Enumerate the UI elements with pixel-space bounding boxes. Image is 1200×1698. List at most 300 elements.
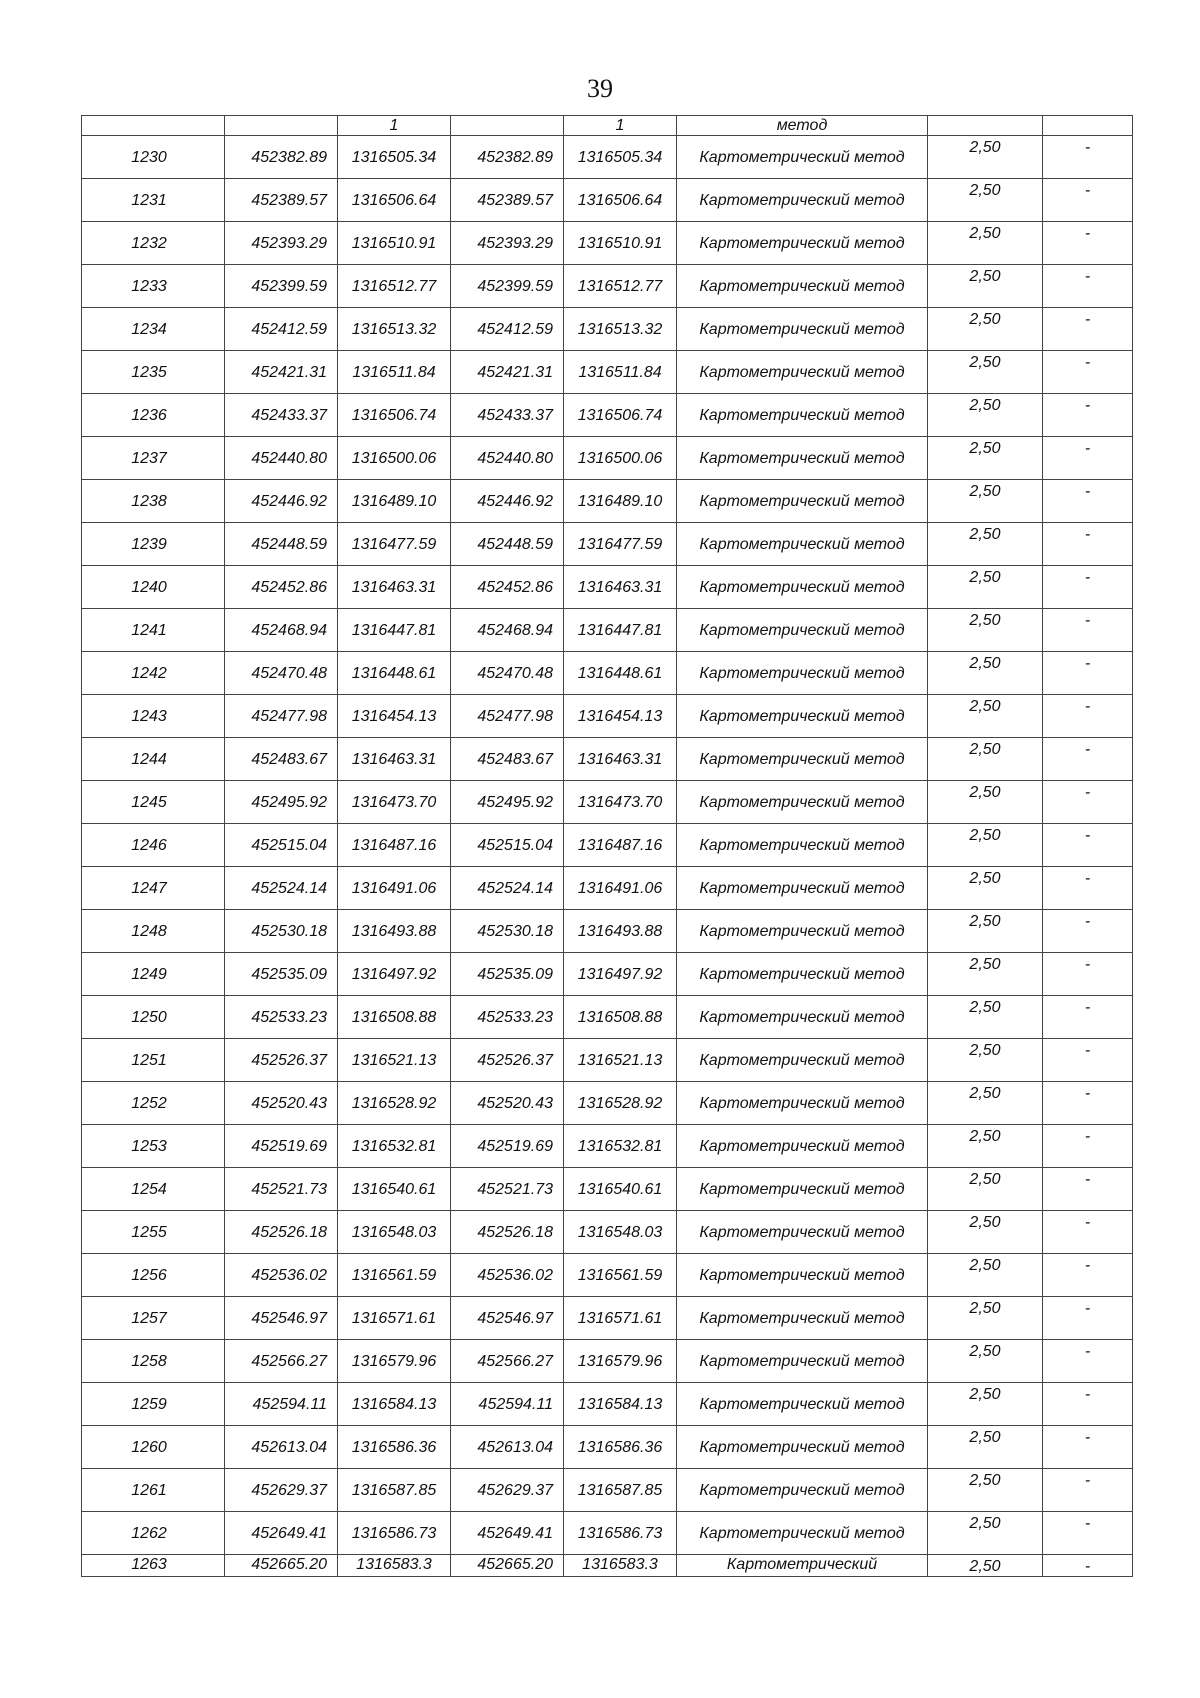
cell-accuracy: 2,50 — [928, 1254, 1043, 1297]
cell-accuracy: 2,50 — [928, 996, 1043, 1039]
cell-y-new: 1316512.77 — [564, 265, 677, 308]
cell-x-existing: 452495.92 — [225, 781, 338, 824]
cell-x-existing: 452515.04 — [225, 824, 338, 867]
cell-y-existing: 1316463.31 — [338, 566, 451, 609]
page-number: 39 — [587, 74, 613, 103]
cell-accuracy: 2,50 — [928, 265, 1043, 308]
cell-method: Картометрический метод — [677, 1426, 928, 1469]
cell-point-number: 1246 — [82, 824, 225, 867]
cell-point-number: 1262 — [82, 1512, 225, 1555]
cell-x-existing: 452533.23 — [225, 996, 338, 1039]
table-row — [82, 910, 1133, 953]
cell-y-new: 1316521.13 — [564, 1039, 677, 1082]
cell-method: Картометрический метод — [677, 695, 928, 738]
cell-x-new: 452468.94 — [451, 609, 564, 652]
cell-method: Картометрический метод — [677, 996, 928, 1039]
cell-y-new: 1316497.92 — [564, 953, 677, 996]
cell-x-new: 452526.18 — [451, 1211, 564, 1254]
cell-x-new: 452594.11 — [451, 1383, 564, 1426]
cell-point-number: 1234 — [82, 308, 225, 351]
cell-y-existing: 1316463.31 — [338, 738, 451, 781]
cell-x-existing: 452665.20 — [225, 1555, 338, 1577]
cell-method: Картометрический метод — [677, 953, 928, 996]
cell-point-number: 1251 — [82, 1039, 225, 1082]
cell-x-new: 452389.57 — [451, 179, 564, 222]
cell-accuracy: 2,50 — [928, 1383, 1043, 1426]
cell-accuracy: 2,50 — [928, 523, 1043, 566]
cell-x-existing: 452382.89 — [225, 136, 338, 179]
cell-note: - — [1043, 1512, 1133, 1555]
cell-x-existing: 452566.27 — [225, 1340, 338, 1383]
cell-accuracy: 2,50 — [928, 1297, 1043, 1340]
cell-method: Картометрический метод — [677, 910, 928, 953]
table-row — [82, 1211, 1133, 1254]
cell-note: - — [1043, 523, 1133, 566]
cell-point-number: 1263 — [82, 1555, 225, 1577]
cell-y-existing: 1316587.85 — [338, 1469, 451, 1512]
cell-x-new: 452521.73 — [451, 1168, 564, 1211]
table-row-last — [82, 1555, 1133, 1577]
table-row — [82, 738, 1133, 781]
cell-note: - — [1043, 1340, 1133, 1383]
cell-accuracy: 2,50 — [928, 824, 1043, 867]
cell-note: - — [1043, 824, 1133, 867]
cell-point-number: 1230 — [82, 136, 225, 179]
cell-point-number: 1260 — [82, 1426, 225, 1469]
cell-accuracy: 2,50 — [928, 1039, 1043, 1082]
cell-x-existing: 452520.43 — [225, 1082, 338, 1125]
cell-x-new: 452535.09 — [451, 953, 564, 996]
cell-method: Картометрический — [677, 1555, 928, 1577]
cell-accuracy: 2,50 — [928, 1125, 1043, 1168]
table-row — [82, 523, 1133, 566]
cell-accuracy: 2,50 — [928, 351, 1043, 394]
cell-note: - — [1043, 1168, 1133, 1211]
cell-x-new: 452421.31 — [451, 351, 564, 394]
cell-x-new: 452566.27 — [451, 1340, 564, 1383]
cell-point-number: 1243 — [82, 695, 225, 738]
table-row — [82, 652, 1133, 695]
cell-y-new: 1316532.81 — [564, 1125, 677, 1168]
cell-x-new: 452520.43 — [451, 1082, 564, 1125]
table-row — [82, 781, 1133, 824]
cell-y-new: 1316584.13 — [564, 1383, 677, 1426]
cell-accuracy: 2,50 — [928, 1426, 1043, 1469]
cell-y-new: 1316506.74 — [564, 394, 677, 437]
cell-method: Картометрический метод — [677, 1340, 928, 1383]
cell-point-number: 1255 — [82, 1211, 225, 1254]
cell-x-new: 452524.14 — [451, 867, 564, 910]
cell-point-number: 1235 — [82, 351, 225, 394]
coordinates-table — [81, 115, 1133, 1577]
cell-y-existing: 1316528.92 — [338, 1082, 451, 1125]
cell-method: Картометрический метод — [677, 652, 928, 695]
cell-method: Картометрический метод — [677, 1039, 928, 1082]
cell-x-existing: 452535.09 — [225, 953, 338, 996]
cell-note: - — [1043, 1211, 1133, 1254]
table-row — [82, 265, 1133, 308]
cell-method: метод — [677, 116, 928, 136]
cell-y-new: 1316489.10 — [564, 480, 677, 523]
cell-note: - — [1043, 308, 1133, 351]
cell-x-new: 452440.80 — [451, 437, 564, 480]
cell-y-existing: 1316487.16 — [338, 824, 451, 867]
cell-y-new: 1316463.31 — [564, 566, 677, 609]
cell-accuracy: 2,50 — [928, 781, 1043, 824]
cell-y-existing: 1316513.32 — [338, 308, 451, 351]
cell-note: - — [1043, 480, 1133, 523]
cell-note: - — [1043, 566, 1133, 609]
cell-y-existing: 1316511.84 — [338, 351, 451, 394]
table-row — [82, 1125, 1133, 1168]
table-row — [82, 1512, 1133, 1555]
table-row — [82, 394, 1133, 437]
cell-point-number: 1254 — [82, 1168, 225, 1211]
cell-x-new: 452399.59 — [451, 265, 564, 308]
cell-note: - — [1043, 1297, 1133, 1340]
cell-y-new: 1316463.31 — [564, 738, 677, 781]
cell-y-existing: 1316448.61 — [338, 652, 451, 695]
cell-method: Картометрический метод — [677, 1211, 928, 1254]
cell-y-existing: 1316500.06 — [338, 437, 451, 480]
cell-y-existing: 1316506.74 — [338, 394, 451, 437]
cell-x-existing: 452412.59 — [225, 308, 338, 351]
cell-x-existing: 452477.98 — [225, 695, 338, 738]
cell-accuracy: 2,50 — [928, 910, 1043, 953]
cell-note: - — [1043, 953, 1133, 996]
table-row — [82, 480, 1133, 523]
cell-note: - — [1043, 1125, 1133, 1168]
cell-method: Картометрический метод — [677, 1297, 928, 1340]
cell-point-number: 1242 — [82, 652, 225, 695]
table-row — [82, 1426, 1133, 1469]
cell-x-new: 452613.04 — [451, 1426, 564, 1469]
cell-point-number: 1250 — [82, 996, 225, 1039]
table-row — [82, 953, 1133, 996]
cell-y-new: 1316506.64 — [564, 179, 677, 222]
cell-x-new: 452470.48 — [451, 652, 564, 695]
cell-note: - — [1043, 1469, 1133, 1512]
cell-method: Картометрический метод — [677, 523, 928, 566]
cell-note: - — [1043, 222, 1133, 265]
cell-note: - — [1043, 265, 1133, 308]
table-body — [82, 116, 1133, 1577]
cell-method: Картометрический метод — [677, 824, 928, 867]
cell-y-existing: 1316540.61 — [338, 1168, 451, 1211]
cell-x-existing: 452448.59 — [225, 523, 338, 566]
cell-accuracy: 2,50 — [928, 437, 1043, 480]
cell-point-number: 1239 — [82, 523, 225, 566]
cell-y-existing: 1316447.81 — [338, 609, 451, 652]
cell-note: - — [1043, 394, 1133, 437]
cell-y-existing: 1316521.13 — [338, 1039, 451, 1082]
table-row — [82, 1082, 1133, 1125]
cell-y-new: 1316448.61 — [564, 652, 677, 695]
cell-method: Картометрический метод — [677, 1383, 928, 1426]
cell-accuracy: 2,50 — [928, 652, 1043, 695]
cell-y-existing: 1316510.91 — [338, 222, 451, 265]
table-row — [82, 1254, 1133, 1297]
cell-x-existing: 452483.67 — [225, 738, 338, 781]
cell-y-new: 1316586.73 — [564, 1512, 677, 1555]
cell-x-existing: 452536.02 — [225, 1254, 338, 1297]
cell-note: - — [1043, 609, 1133, 652]
cell-accuracy: 2,50 — [928, 695, 1043, 738]
table-row — [82, 824, 1133, 867]
cell-accuracy: 2,50 — [928, 1211, 1043, 1254]
cell-method: Картометрический метод — [677, 566, 928, 609]
cell-note: - — [1043, 1383, 1133, 1426]
cell-x-new: 452536.02 — [451, 1254, 564, 1297]
table-row — [82, 1039, 1133, 1082]
cell-accuracy: 2,50 — [928, 308, 1043, 351]
cell-y-new: 1316511.84 — [564, 351, 677, 394]
cell-accuracy: 2,50 — [928, 867, 1043, 910]
cell-method: Картометрический метод — [677, 867, 928, 910]
table-row — [82, 179, 1133, 222]
cell-accuracy: 2,50 — [928, 566, 1043, 609]
cell-note — [1043, 116, 1133, 136]
table-row-continued — [82, 116, 1133, 136]
cell-y-new: 1316493.88 — [564, 910, 677, 953]
cell-x-existing: 452524.14 — [225, 867, 338, 910]
cell-method: Картометрический метод — [677, 308, 928, 351]
cell-x-new: 452665.20 — [451, 1555, 564, 1577]
cell-y-existing: 1316493.88 — [338, 910, 451, 953]
table-row — [82, 351, 1133, 394]
cell-y-new: 1316487.16 — [564, 824, 677, 867]
cell-y-existing: 1 — [338, 116, 451, 136]
cell-accuracy: 2,50 — [928, 1555, 1043, 1577]
cell-x-new: 452477.98 — [451, 695, 564, 738]
cell-method: Картометрический метод — [677, 1469, 928, 1512]
cell-x-existing: 452468.94 — [225, 609, 338, 652]
cell-accuracy: 2,50 — [928, 394, 1043, 437]
cell-method: Картометрический метод — [677, 394, 928, 437]
cell-y-existing: 1316548.03 — [338, 1211, 451, 1254]
cell-y-new: 1316540.61 — [564, 1168, 677, 1211]
cell-accuracy: 2,50 — [928, 738, 1043, 781]
cell-x-existing: 452613.04 — [225, 1426, 338, 1469]
cell-y-new: 1316528.92 — [564, 1082, 677, 1125]
cell-x-existing: 452470.48 — [225, 652, 338, 695]
cell-method: Картометрический метод — [677, 781, 928, 824]
table-row — [82, 867, 1133, 910]
cell-x-existing: 452530.18 — [225, 910, 338, 953]
cell-x-new: 452629.37 — [451, 1469, 564, 1512]
cell-x-new: 452533.23 — [451, 996, 564, 1039]
cell-point-number: 1240 — [82, 566, 225, 609]
table-row — [82, 695, 1133, 738]
cell-y-new: 1316586.36 — [564, 1426, 677, 1469]
cell-method: Картометрический метод — [677, 351, 928, 394]
cell-y-existing: 1316497.92 — [338, 953, 451, 996]
cell-x-new: 452448.59 — [451, 523, 564, 566]
cell-note: - — [1043, 1426, 1133, 1469]
cell-x-new — [451, 116, 564, 136]
cell-y-new: 1316447.81 — [564, 609, 677, 652]
cell-y-new: 1316505.34 — [564, 136, 677, 179]
cell-y-existing: 1316586.73 — [338, 1512, 451, 1555]
cell-point-number: 1258 — [82, 1340, 225, 1383]
cell-y-new: 1316583.3 — [564, 1555, 677, 1577]
cell-y-existing: 1316505.34 — [338, 136, 451, 179]
cell-x-existing: 452649.41 — [225, 1512, 338, 1555]
cell-note: - — [1043, 437, 1133, 480]
cell-x-new: 452530.18 — [451, 910, 564, 953]
cell-y-existing: 1316583.3 — [338, 1555, 451, 1577]
table-row — [82, 1469, 1133, 1512]
cell-point-number: 1238 — [82, 480, 225, 523]
table-row — [82, 1383, 1133, 1426]
cell-x-existing: 452629.37 — [225, 1469, 338, 1512]
cell-accuracy: 2,50 — [928, 609, 1043, 652]
cell-accuracy: 2,50 — [928, 1168, 1043, 1211]
cell-x-existing: 452446.92 — [225, 480, 338, 523]
cell-method: Картометрический метод — [677, 1125, 928, 1168]
table-row — [82, 609, 1133, 652]
cell-note: - — [1043, 1082, 1133, 1125]
cell-note: - — [1043, 351, 1133, 394]
cell-x-existing: 452452.86 — [225, 566, 338, 609]
cell-point-number: 1248 — [82, 910, 225, 953]
cell-x-new: 452526.37 — [451, 1039, 564, 1082]
table-row — [82, 1168, 1133, 1211]
cell-point-number: 1245 — [82, 781, 225, 824]
cell-method: Картометрический метод — [677, 480, 928, 523]
cell-method: Картометрический метод — [677, 437, 928, 480]
cell-y-new: 1316510.91 — [564, 222, 677, 265]
table-row — [82, 1297, 1133, 1340]
cell-accuracy: 2,50 — [928, 1512, 1043, 1555]
cell-x-new: 452483.67 — [451, 738, 564, 781]
cell-method: Картометрический метод — [677, 179, 928, 222]
table-row — [82, 566, 1133, 609]
cell-note: - — [1043, 1555, 1133, 1577]
table-row — [82, 222, 1133, 265]
cell-point-number: 1261 — [82, 1469, 225, 1512]
cell-y-existing: 1316508.88 — [338, 996, 451, 1039]
cell-note: - — [1043, 996, 1133, 1039]
cell-x-new: 452649.41 — [451, 1512, 564, 1555]
cell-x-new: 452546.97 — [451, 1297, 564, 1340]
cell-note: - — [1043, 1254, 1133, 1297]
cell-note: - — [1043, 1039, 1133, 1082]
cell-accuracy: 2,50 — [928, 1082, 1043, 1125]
cell-x-new: 452412.59 — [451, 308, 564, 351]
cell-y-existing: 1316532.81 — [338, 1125, 451, 1168]
cell-note: - — [1043, 695, 1133, 738]
cell-point-number — [82, 116, 225, 136]
cell-point-number: 1244 — [82, 738, 225, 781]
cell-point-number: 1253 — [82, 1125, 225, 1168]
cell-point-number: 1252 — [82, 1082, 225, 1125]
cell-y-new: 1316454.13 — [564, 695, 677, 738]
cell-y-existing: 1316489.10 — [338, 480, 451, 523]
cell-method: Картометрический метод — [677, 222, 928, 265]
table-row — [82, 308, 1133, 351]
table-row — [82, 1340, 1133, 1383]
cell-accuracy: 2,50 — [928, 136, 1043, 179]
cell-x-existing: 452440.80 — [225, 437, 338, 480]
cell-method: Картометрический метод — [677, 1082, 928, 1125]
cell-x-existing: 452389.57 — [225, 179, 338, 222]
cell-y-existing: 1316473.70 — [338, 781, 451, 824]
cell-y-new: 1316473.70 — [564, 781, 677, 824]
cell-x-new: 452446.92 — [451, 480, 564, 523]
cell-note: - — [1043, 910, 1133, 953]
cell-note: - — [1043, 781, 1133, 824]
table-row — [82, 996, 1133, 1039]
cell-y-existing: 1316506.64 — [338, 179, 451, 222]
cell-y-existing: 1316454.13 — [338, 695, 451, 738]
cell-x-new: 452382.89 — [451, 136, 564, 179]
cell-y-existing: 1316561.59 — [338, 1254, 451, 1297]
cell-point-number: 1257 — [82, 1297, 225, 1340]
cell-point-number: 1247 — [82, 867, 225, 910]
cell-y-new: 1316579.96 — [564, 1340, 677, 1383]
cell-x-existing: 452521.73 — [225, 1168, 338, 1211]
cell-note: - — [1043, 867, 1133, 910]
cell-x-existing: 452399.59 — [225, 265, 338, 308]
cell-x-existing: 452433.37 — [225, 394, 338, 437]
cell-note: - — [1043, 652, 1133, 695]
cell-y-existing: 1316579.96 — [338, 1340, 451, 1383]
cell-x-existing: 452393.29 — [225, 222, 338, 265]
cell-point-number: 1259 — [82, 1383, 225, 1426]
cell-method: Картометрический метод — [677, 1254, 928, 1297]
cell-accuracy: 2,50 — [928, 480, 1043, 523]
cell-y-existing: 1316491.06 — [338, 867, 451, 910]
cell-note: - — [1043, 179, 1133, 222]
cell-point-number: 1232 — [82, 222, 225, 265]
cell-accuracy: 2,50 — [928, 222, 1043, 265]
cell-accuracy: 2,50 — [928, 1340, 1043, 1383]
cell-method: Картометрический метод — [677, 1168, 928, 1211]
cell-x-existing: 452546.97 — [225, 1297, 338, 1340]
cell-x-new: 452495.92 — [451, 781, 564, 824]
cell-point-number: 1256 — [82, 1254, 225, 1297]
cell-note: - — [1043, 136, 1133, 179]
cell-accuracy: 2,50 — [928, 179, 1043, 222]
table-row — [82, 437, 1133, 480]
cell-point-number: 1231 — [82, 179, 225, 222]
cell-accuracy — [928, 116, 1043, 136]
cell-point-number: 1237 — [82, 437, 225, 480]
cell-y-existing: 1316584.13 — [338, 1383, 451, 1426]
cell-x-existing: 452526.18 — [225, 1211, 338, 1254]
cell-y-new: 1316513.32 — [564, 308, 677, 351]
cell-note: - — [1043, 738, 1133, 781]
cell-method: Картометрический метод — [677, 738, 928, 781]
cell-x-new: 452519.69 — [451, 1125, 564, 1168]
cell-method: Картометрический метод — [677, 1512, 928, 1555]
cell-y-new: 1316491.06 — [564, 867, 677, 910]
cell-y-new: 1316571.61 — [564, 1297, 677, 1340]
cell-x-existing: 452594.11 — [225, 1383, 338, 1426]
cell-x-existing: 452526.37 — [225, 1039, 338, 1082]
cell-method: Картометрический метод — [677, 136, 928, 179]
table-row — [82, 136, 1133, 179]
cell-method: Картометрический метод — [677, 265, 928, 308]
cell-x-existing: 452519.69 — [225, 1125, 338, 1168]
cell-point-number: 1236 — [82, 394, 225, 437]
cell-y-new: 1316500.06 — [564, 437, 677, 480]
cell-y-new: 1 — [564, 116, 677, 136]
cell-x-new: 452452.86 — [451, 566, 564, 609]
cell-y-new: 1316587.85 — [564, 1469, 677, 1512]
cell-x-existing — [225, 116, 338, 136]
